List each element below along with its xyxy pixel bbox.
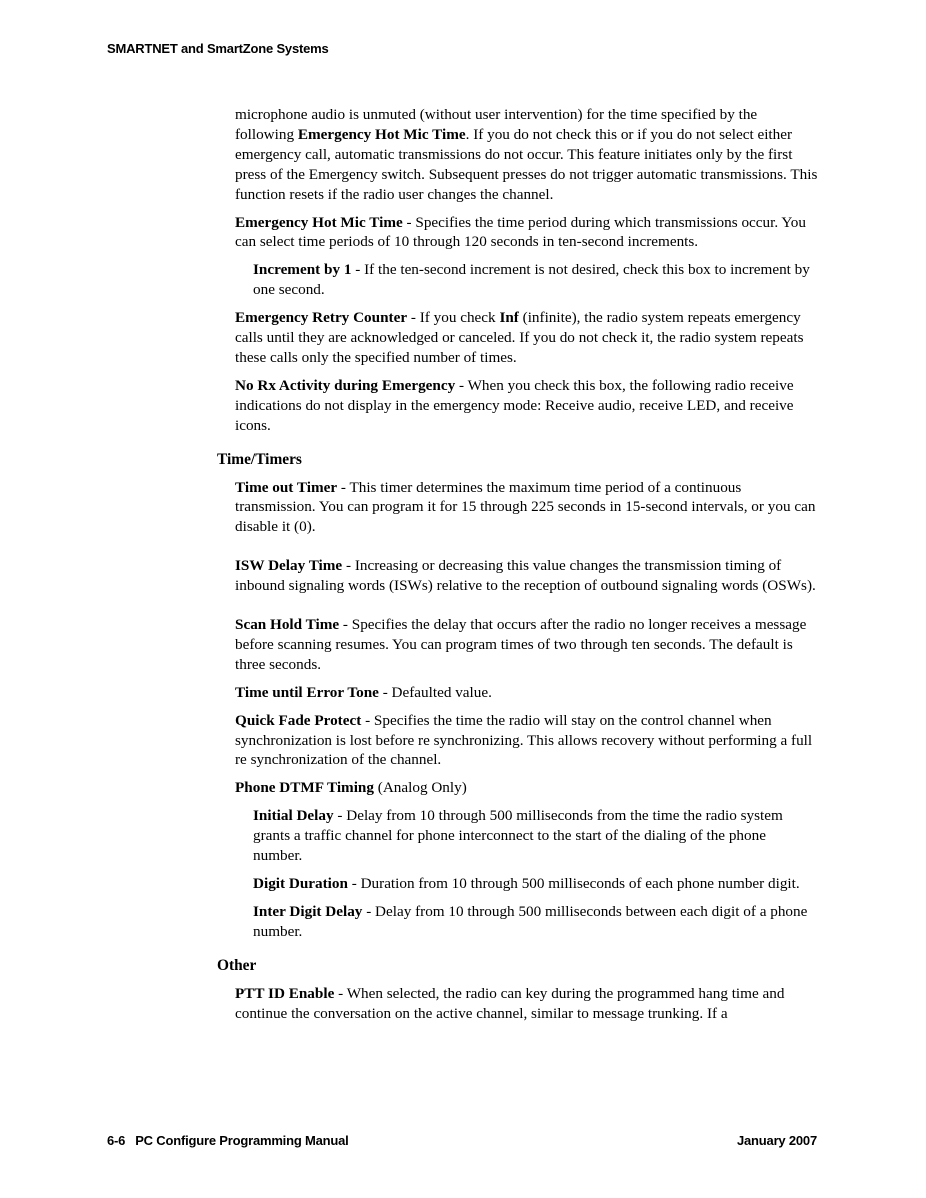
term-inter-digit-delay: Inter Digit Delay bbox=[253, 902, 363, 920]
definition-text: - Increasing or decreasing this value changes the transmission timing of inbound signaling words (ISWs) relative to the reception of outbound signaling words (OSWs). bbox=[235, 557, 816, 595]
definition-text: (Analog Only) bbox=[373, 779, 467, 797]
footer-date: January 2007 bbox=[737, 1133, 817, 1148]
term-inf: Inf bbox=[499, 309, 519, 327]
definition-text: - When you check this box, the following radio receive indications do not display in the emergency mode: Receive audio, receive LED, and receive icons. bbox=[235, 376, 794, 434]
paragraph-emergency-hot-mic-time bbox=[235, 213, 819, 253]
term-time-out-timer: Time out Timer bbox=[235, 478, 338, 496]
definition-text: - If you check bbox=[407, 309, 500, 327]
section-heading-time-timers: Time/Timers bbox=[217, 450, 302, 468]
definition-text: - Defaulted value. bbox=[378, 683, 492, 701]
term-emergency-retry-counter: Emergency Retry Counter bbox=[235, 309, 408, 327]
term-emergency-hot-mic-time: Emergency Hot Mic Time bbox=[235, 213, 403, 231]
paragraph-text: microphone audio is unmuted (without user intervention) for the time specified by the following bbox=[235, 106, 758, 143]
definition-text: (infinite), the radio system repeats emergency calls until they are acknowledged or canceled. If you do not check it, the radio system repeats these calls only the specified number of times. bbox=[235, 309, 804, 366]
definition-text: - Specifies the delay that occurs after the radio no longer receives a message before scanning resumes. You can program times of two through ten seconds. The default is three seconds. bbox=[235, 616, 807, 673]
definition-text: - Specifies the time the radio will stay on the control channel when synchronization is lost before re synchronizing. This allows recovery without performing a full re synchronization of the channel. bbox=[235, 711, 813, 769]
definition-text: - If the ten-second increment is not desired, check this box to increment by one second. bbox=[253, 261, 810, 299]
term-quick-fade-protect: Quick Fade Protect bbox=[235, 711, 362, 729]
term-phone-dtmf-timing: Phone DTMF Timing bbox=[235, 779, 374, 797]
paragraph-initial-delay bbox=[253, 806, 819, 866]
term-no-rx-activity: No Rx Activity during Emergency bbox=[235, 376, 456, 394]
term-increment-by-1: Increment by 1 bbox=[253, 261, 352, 279]
paragraph-time-out-timer bbox=[235, 478, 819, 538]
paragraph-isw-delay-time bbox=[235, 556, 819, 596]
paragraph-quick-fade-protect bbox=[235, 711, 819, 771]
definition-text: - Delay from 10 through 500 milliseconds from the time the radio system grants a traffic channel for phone interconnect to the start of the dialing of the phone number. bbox=[253, 807, 783, 865]
footer-left bbox=[107, 1133, 349, 1148]
paragraph-phone-dtmf-timing bbox=[235, 778, 819, 798]
definition-text: - Duration from 10 through 500 milliseconds of each phone number digit. bbox=[347, 875, 800, 892]
page-number: 6-6 bbox=[107, 1133, 126, 1148]
paragraph-scan-hold-time bbox=[235, 615, 819, 675]
term-scan-hold-time: Scan Hold Time bbox=[235, 616, 340, 634]
page-body bbox=[217, 105, 819, 1031]
paragraph-hot-mic-continued bbox=[235, 105, 819, 205]
paragraph-emergency-retry-counter bbox=[235, 308, 819, 368]
page-footer bbox=[107, 1133, 817, 1148]
term-emergency-hot-mic-time-ref: Emergency Hot Mic Time bbox=[297, 125, 466, 143]
definition-text: - Delay from 10 through 500 milliseconds between each digit of a phone number. bbox=[253, 902, 808, 940]
definition-text: - This timer determines the maximum time period of a continuous transmission. You can program it for 15 through 225 seconds in 15-second intervals, or you can disable it (0). bbox=[235, 478, 816, 536]
term-ptt-id-enable: PTT ID Enable bbox=[235, 984, 335, 1002]
paragraph-time-until-error-tone bbox=[235, 683, 819, 703]
term-isw-delay-time: ISW Delay Time bbox=[235, 557, 343, 575]
section-heading-other: Other bbox=[217, 956, 257, 974]
paragraph-digit-duration bbox=[253, 874, 819, 894]
definition-text: - When selected, the radio can key during the programmed hang time and continue the conversation on the active channel, similar to message trunking. If a bbox=[235, 984, 785, 1022]
term-initial-delay: Initial Delay bbox=[253, 807, 334, 825]
definition-text: - Specifies the time period during which transmissions occur. You can select time periods of 10 through 120 seconds in ten-second increments. bbox=[235, 213, 806, 251]
paragraph-inter-digit-delay bbox=[253, 902, 819, 942]
running-header: SMARTNET and SmartZone Systems bbox=[107, 41, 329, 56]
paragraph-ptt-id-enable bbox=[235, 984, 819, 1024]
manual-title: PC Configure Programming Manual bbox=[135, 1133, 349, 1148]
paragraph-no-rx-activity bbox=[235, 376, 819, 436]
term-digit-duration: Digit Duration bbox=[253, 875, 348, 892]
paragraph-increment-by-1 bbox=[253, 260, 819, 300]
term-time-until-error-tone: Time until Error Tone bbox=[235, 683, 379, 701]
paragraph-text: . If you do not check this or if you do not select either emergency call, automatic transmissions do not occur. This feature initiates only by the first press of the Emergency switch. Subsequent presses do not trigger automatic transmissions. This function resets if the radio user changes the channel. bbox=[235, 125, 818, 203]
